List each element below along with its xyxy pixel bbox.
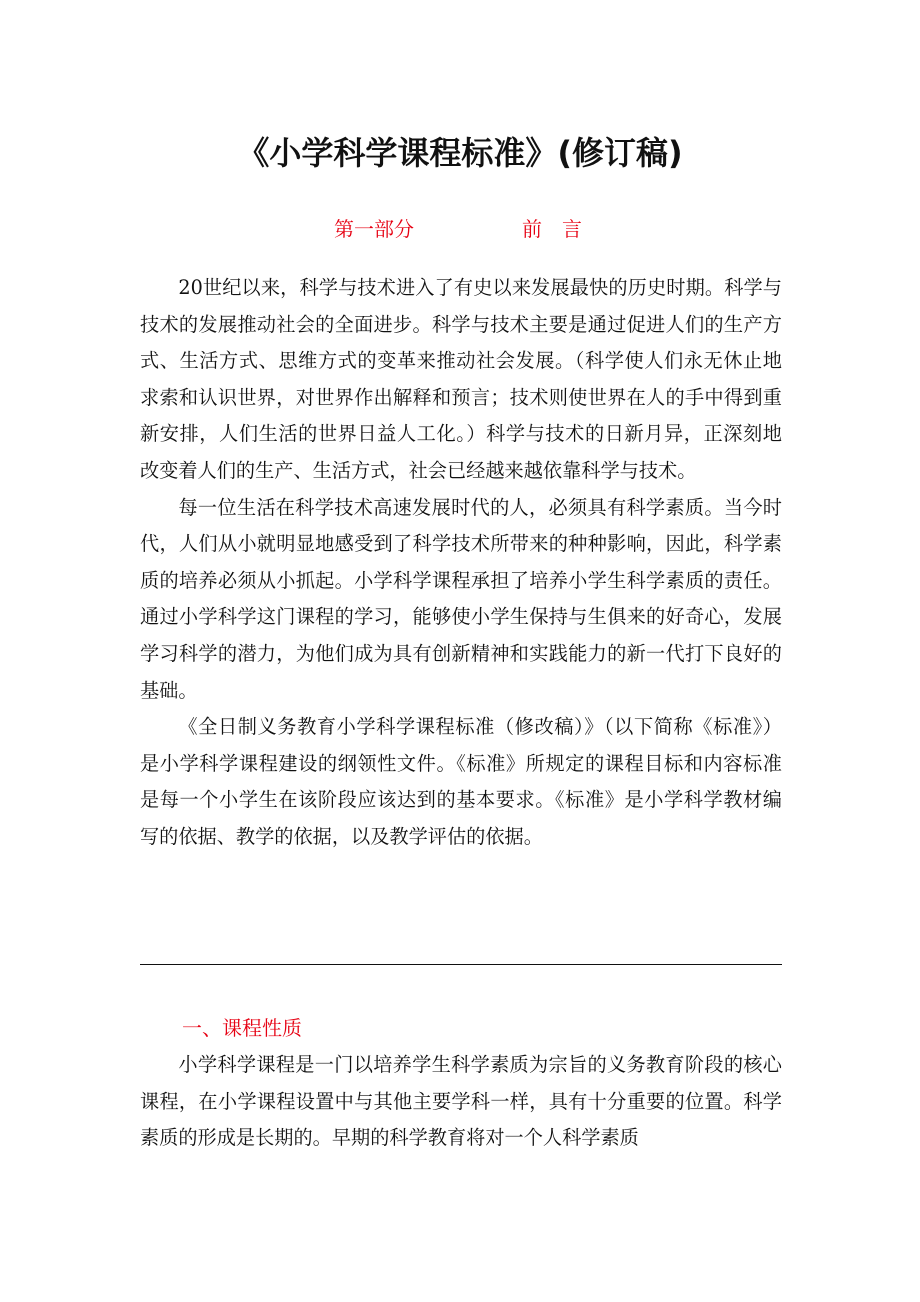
paragraph-standard-overview: 《全日制义务教育小学科学课程标准（修改稿）》（以下简称《标准》）是小学科学课程建设的纲领性文件。《标准》所规定的课程目标和内容标准是每一个小学生在该阶段应该达到的基本要求。《标准》是小学科学教材编写的依据、教学的依据，以及教学评估的依据。	[140, 715, 782, 848]
paragraph-intro: 20世纪以来，科学与技术进入了有史以来发展最快的历史时期。科学与技术的发展推动社会的全面进步。科学与技术主要是通过促进人们的生产方式、生活方式、思维方式的变革来推动社会发展。（科学使人们永无休止地求索和认识世界，对世界作出解释和预言；技术则使世界在人的手中得到重新安排，人们生活的世界日益人工化。）科学与技术的日新月异，正深刻地改变着人们的生产、生活方式，社会已经越来越依靠科学与技术。	[140, 276, 782, 482]
section-divider	[140, 964, 782, 965]
section-part-label: 第一部分	[334, 217, 414, 241]
section-name-label: 前言	[522, 217, 602, 241]
paragraph-course-nature: 小学科学课程是一门以培养学生科学素质为宗旨的义务教育阶段的核心课程，在小学课程设置中与其他主要学科一样，具有十分重要的位置。科学素质的形成是长期的。早期的科学教育将对一个人科学素质	[140, 1053, 782, 1150]
page-title: 《小学科学课程标准》(修订稿)	[237, 134, 683, 172]
subsection-heading: 一、课程性质	[182, 1016, 302, 1040]
subsection-body	[140, 1047, 782, 1157]
preface-body	[140, 270, 782, 856]
paragraph-science-literacy: 每一位生活在科学技术高速发展时代的人，必须具有科学素质。当今时代，人们从小就明显地感受到了科学技术所带来的种种影响，因此，科学素质的培养必须从小抓起。小学科学课程承担了培养小学生科学素质的责任。通过小学科学这门课程的学习，能够使小学生保持与生俱来的好奇心，发展学习科学的潜力，为他们成为具有创新精神和实践能力的新一代打下良好的基础。	[140, 495, 782, 702]
